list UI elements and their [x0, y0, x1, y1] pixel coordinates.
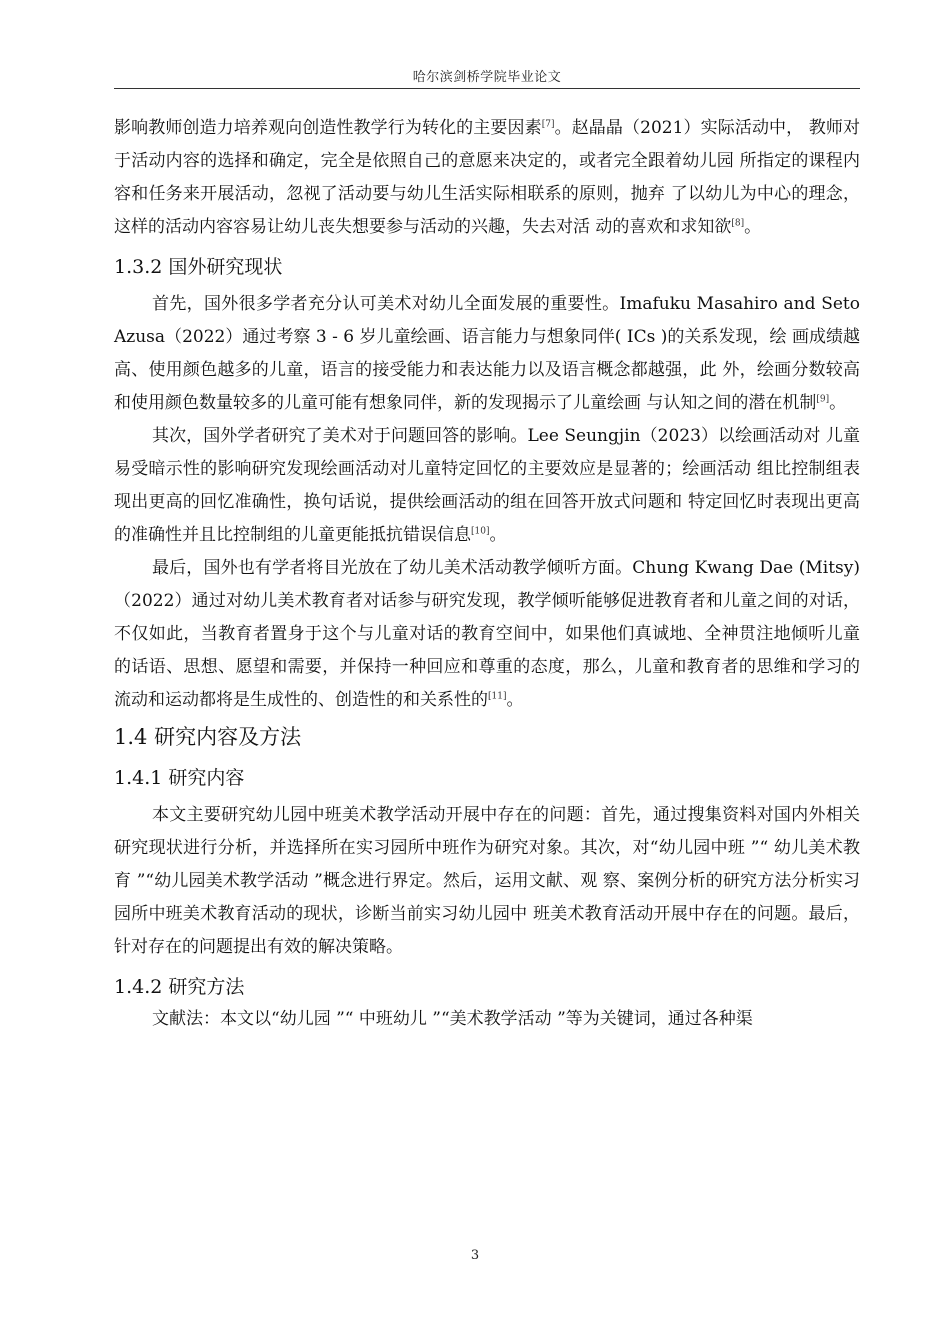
paragraph: 文献法：本文以“幼儿园 ”“ 中班幼儿 ”“美术教学活动 ”等为关键词，通过各种渠	[152, 1009, 753, 1029]
paragraph-end: 。	[506, 690, 524, 710]
paragraph-continued	[114, 112, 860, 244]
paragraph-text: 首先，国外很多学者充分认可美术对幼儿全面发展的重要性。Imafuku Masahiro and Seto Azusa（2022）通过考察 3 - 6 岁儿童绘画、语言能力与想象同伴( ICs )的关系发现，绘 画成绩越高、使用颜色越多的儿童，语言的接受能力和表达能力以及语言概念都越强，此 外，绘画分数较高和使用颜色数量较多的儿童可能有想象同伴，新的发现揭示了儿童绘画 与认知之间的潜在机制	[114, 294, 860, 413]
paragraph-text: 。赵晶晶（2021）实际活动中， 教师对于活动内容的选择和确定，完全是依照自己的意愿来决定的，或者完全跟着幼儿园 所指定的课程内容和任务来开展活动，忽视了活动要与幼儿生活实际相联系的原则，抛弃 了以幼儿为中心的理念，这样的活动内容容易让幼儿丧失想要参与活动的兴趣，失去对活 动的喜欢和求知欲	[114, 118, 861, 237]
citation-ref: [8]	[731, 218, 745, 229]
paragraph: 本文主要研究幼儿园中班美术教学活动开展中存在的问题：首先，通过搜集资料对国内外相关研究现状进行分析，并选择所在实习园所中班作为研究对象。其次，对“幼儿园中班 ”“ 幼儿美术教育 ”“幼儿园美术教学活动 ”概念进行界定。然后，运用文献、观 察、案例分析的研究方法分析实习园所中班美术教育活动的现状，诊断当前实习幼儿园中 班美术教育活动开展中存在的问题。最后，针对存在的问题提出有效的解决策略。	[114, 805, 860, 957]
paragraph-end: 。	[829, 393, 847, 413]
section-heading-1-4-1: 1.4.1 研究内容	[114, 767, 245, 789]
section-heading-1-3-2: 1.3.2 国外研究现状	[114, 256, 283, 278]
header-divider	[114, 88, 860, 89]
section-heading-1-4-2: 1.4.2 研究方法	[114, 976, 245, 998]
paragraph	[114, 288, 860, 420]
paragraph-text: 影响教师创造力培养观向创造性教学行为转化的主要因素	[114, 118, 542, 138]
citation-ref: [9]	[816, 394, 830, 405]
paragraph	[114, 420, 860, 552]
page-number: 3	[470, 1248, 480, 1263]
paragraph-end: 。	[744, 217, 762, 237]
running-header: 哈尔滨剑桥学院毕业论文	[412, 70, 562, 85]
page-body	[114, 112, 860, 1030]
paragraph-text: 其次，国外学者研究了美术对于问题回答的影响。Lee Seungjin（2023）以绘画活动对 儿童易受暗示性的影响研究发现绘画活动对儿童特定回忆的主要效应是显著的；绘画活动 组比控制组表现出更高的回忆准确性，换句话说，提供绘画活动的组在回答开放式问题和 特定回忆时表现出更高的准确性并且比控制组的儿童更能抵抗错误信息	[114, 426, 860, 545]
paragraph-text: 最后，国外也有学者将目光放在了幼儿美术活动教学倾听方面。Chung Kwang Dae (Mitsy)（2022）通过对幼儿美术教育者对话参与研究发现，教学倾听能够促进教育者和儿童之间的对话，不仅如此，当教育者置身于这个与儿童对话的教育空间中，如果他们真诚地、全神贯注地倾听儿童的话语、思想、愿望和需要，并保持一种回应和尊重的态度，那么，儿童和教育者的思维和学习的流动和运动都将是生成性的、创造性的和关系性的	[114, 558, 860, 710]
citation-ref: [10]	[471, 526, 490, 537]
paragraph	[114, 552, 860, 717]
citation-ref: [7]	[541, 119, 555, 130]
citation-ref: [11]	[488, 691, 507, 702]
section-heading-1-4: 1.4 研究内容及方法	[114, 725, 302, 749]
paragraph-end: 。	[489, 525, 507, 545]
